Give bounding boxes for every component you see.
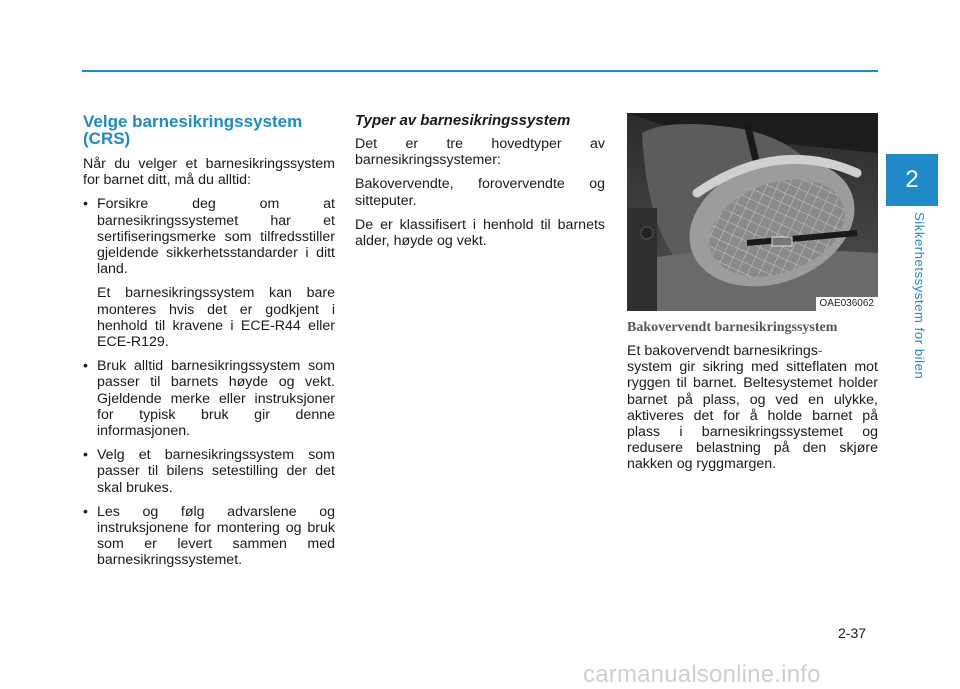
classification-paragraph: De er klassifisert i henhold til barnets alder, høyde og vekt. (355, 216, 605, 250)
chapter-tab[interactable] (886, 154, 938, 206)
list-item-note: Et barnesikringssystem kan bare monteres hvis det er godkjent i henhold til kravene i ECE-R44 eller ECE-R129. (97, 285, 335, 351)
description-rest: system gir sikring med sitteflaten mot ryggen til barnet. Beltesystemet holder barnet på plass, og ved en ulykke, aktiveres det for å holde barnet på plass i barnesikringssystemet og redusere belastning på den skjøre nakken og ryggmargen. (627, 359, 878, 473)
rear-facing-seat-figure (627, 113, 878, 311)
header-rule (82, 70, 878, 72)
watermark-link[interactable]: carmanualsonline.info (583, 661, 821, 688)
types-paragraph: Det er tre hovedtyper av barnesikringssystemer: (355, 136, 605, 169)
list-item-text: • Les og følg advarslene og instruksjonene for montering og bruk som er levert sammen med barnesikringssystemet. (97, 503, 335, 569)
description-start: Et bakovervendt barnesikrings (627, 343, 818, 359)
list-item (83, 196, 335, 350)
figure-code: OAE036062 (816, 297, 879, 311)
chapter-title: Sikkerhetssystem for bilen (912, 212, 927, 380)
list-item-text: • Velg et barnesikringssystem som passer til bilens setestilling der det skal brukes. (97, 447, 335, 496)
list-item (83, 358, 335, 439)
types-list-paragraph: Bakovervendte, forovervendte og sitteputer. (355, 176, 605, 209)
column-right (627, 110, 878, 481)
figure-caption: Bakovervendt barnesikringssystem (627, 320, 838, 335)
chapter-number: 2 (905, 166, 919, 193)
page-number: 2-37 (838, 625, 867, 641)
list-item-text: • Forsikre deg om at barnesikringssystemet har et sertifiseringsmerke som tilfredsstiller gjeldende sikkerhetsstandarder i ditt land. (97, 196, 335, 278)
column-left (83, 110, 335, 577)
section-heading: Velge barnesikringssystem (CRS) (83, 112, 303, 148)
rear-facing-description (627, 343, 878, 473)
car-seat-illustration (627, 113, 878, 311)
intro-paragraph: Når du velger et barnesikringssystem for barnet ditt, må du alltid: (83, 156, 335, 189)
subsection-heading: Typer av barnesikringssystem (355, 112, 571, 129)
requirements-list (83, 196, 335, 568)
list-item-text: • Bruk alltid barnesikringssystem som passer til barnets høyde og vekt. Gjeldende merke eller instruksjoner for typisk bruk gir denne informasjonen. (97, 358, 335, 440)
column-middle (355, 110, 605, 257)
red-hyphen: - (817, 343, 823, 359)
list-item (83, 504, 335, 569)
list-item (83, 447, 335, 496)
